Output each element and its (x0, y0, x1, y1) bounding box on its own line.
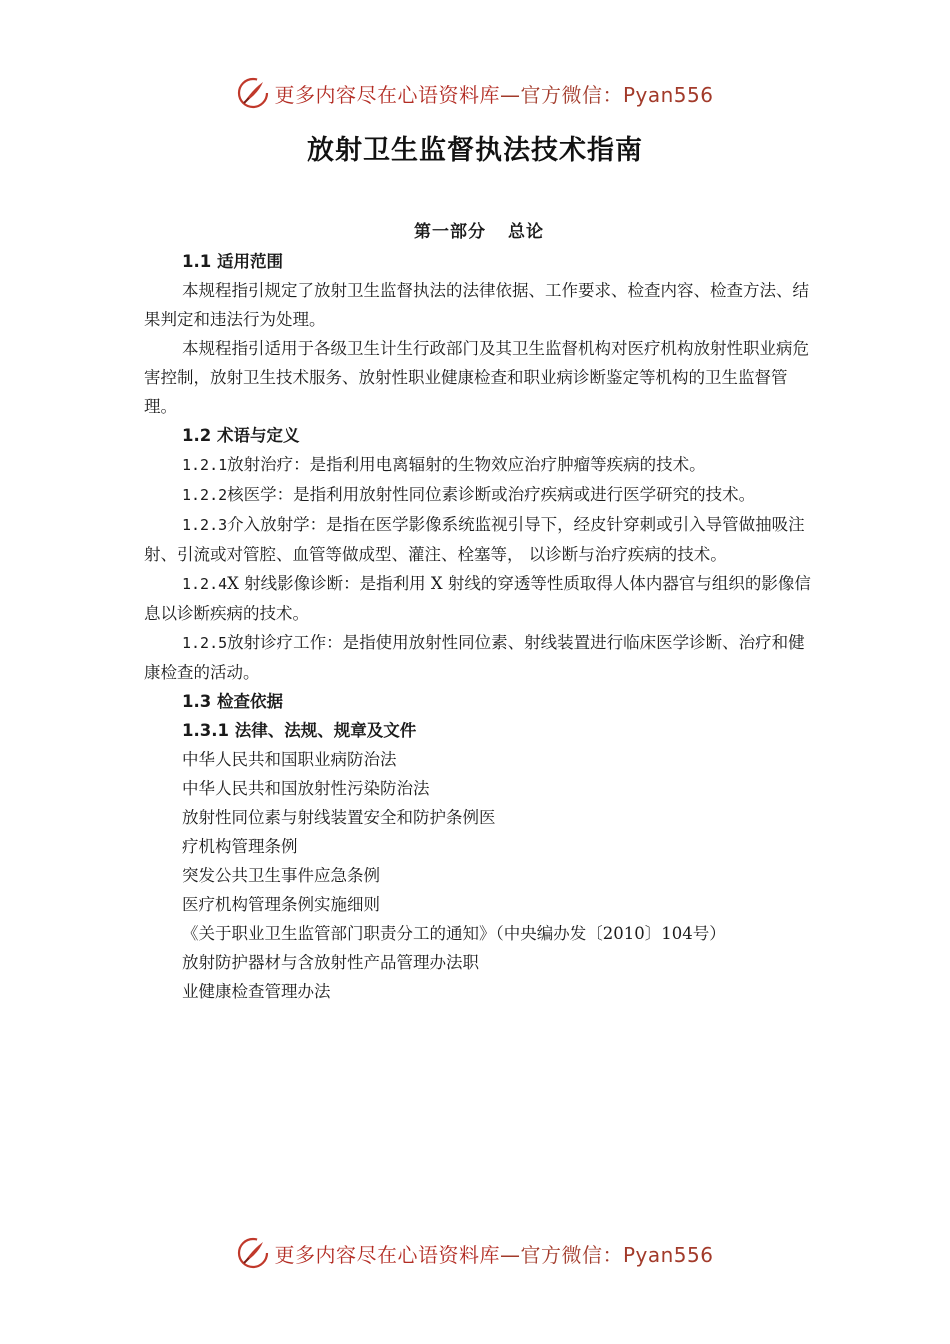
quill-logo-icon (236, 76, 270, 110)
section-heading-1-1: 1.1 适用范围 (182, 252, 283, 271)
law-item: 放射性同位素与射线装置安全和防护条例医 (182, 808, 496, 827)
law-item: 《关于职业卫生监管部门职责分工的通知》（中央编办发〔2010〕104号） (182, 924, 726, 943)
law-item: 医疗机构管理条例实施细则 (182, 895, 380, 914)
paragraph: 本规程指引适用于各级卫生计生行政部门及其卫生监督机构对医疗机构放射性职业病危害控制，放射卫生技术服务、放射性职业健康检查和职业病诊断鉴定等机构的卫生监督管理。 (144, 339, 809, 416)
definition-1-2-4: 1.2.4X 射线影像诊断：是指利用 X 射线的穿透等性质取得人体内器官与组织的影像信息以诊断疾病的技术。 (144, 574, 811, 623)
definition-1-2-5: 1.2.5放射诊疗工作：是指使用放射性同位素、射线装置进行临床医学诊断、治疗和健康检查的活动。 (144, 633, 805, 682)
document-body (144, 218, 814, 1006)
section-heading-1-3-1: 1.3.1 法律、法规、规章及文件 (182, 721, 417, 740)
banner-text: 更多内容尽在心语资料库—官方微信：Pyan556 (274, 1242, 714, 1267)
header-banner (0, 73, 950, 113)
law-item: 中华人民共和国职业病防治法 (182, 750, 397, 769)
definition-1-2-2: 1.2.2核医学：是指利用放射性同位素诊断或治疗疾病或进行医学研究的技术。 (182, 485, 756, 504)
law-item: 放射防护器材与含放射性产品管理办法职 (182, 953, 479, 972)
footer-banner (0, 1233, 950, 1273)
definition-1-2-1: 1.2.1放射治疗：是指利用电离辐射的生物效应治疗肿瘤等疾病的技术。 (182, 455, 706, 474)
law-item: 中华人民共和国放射性污染防治法 (182, 779, 430, 798)
document-title: 放射卫生监督执法技术指南 (307, 135, 643, 166)
quill-logo-icon (236, 1236, 270, 1270)
banner-text: 更多内容尽在心语资料库—官方微信：Pyan556 (274, 82, 714, 107)
law-item: 突发公共卫生事件应急条例 (182, 866, 380, 885)
law-item: 疗机构管理条例 (182, 837, 298, 856)
part-title: 第一部分 总论 (414, 222, 544, 242)
paragraph: 本规程指引规定了放射卫生监督执法的法律依据、工作要求、检查内容、检查方法、结果判定和违法行为处理。 (144, 281, 809, 329)
definition-1-2-3: 1.2.3介入放射学：是指在医学影像系统监视引导下，经皮针穿刺或引入导管做抽吸注射、引流或对管腔、血管等做成型、灌注、栓塞等， 以诊断与治疗疾病的技术。 (144, 515, 805, 564)
section-heading-1-3: 1.3 检查依据 (182, 692, 283, 711)
law-item: 业健康检查管理办法 (182, 982, 331, 1001)
section-heading-1-2: 1.2 术语与定义 (182, 426, 300, 445)
